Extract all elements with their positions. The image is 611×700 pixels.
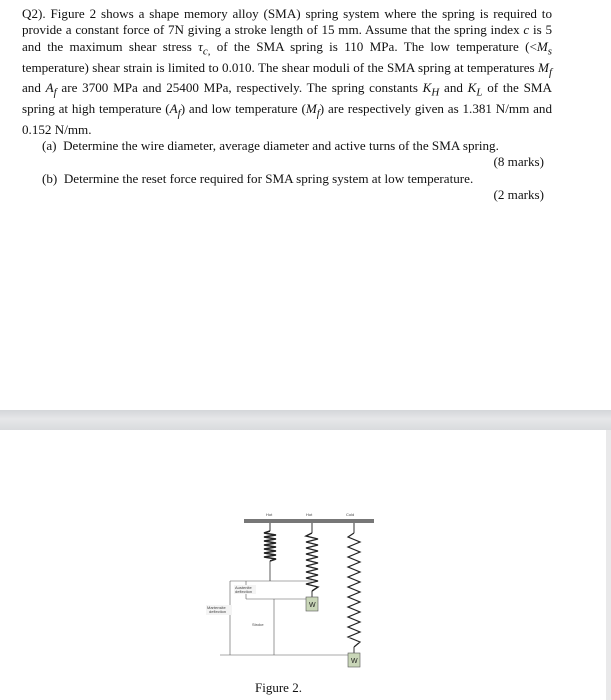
label-austenite-2: deflection	[235, 589, 253, 594]
part-b-label: (b)	[42, 171, 58, 186]
question-paragraph: Q2). Figure 2 shows a shape memory alloy (SMA) spring system where the spring is required to provide a constant force of 7N giving a stroke length of 15 mm. Assume that the spring index c is 5 and the maximum shear stress $\tau_{c,}$ of the SMA spring is 110 MPa. The low temperature ($<M_s$ temperature) shear strain is limited to 0.010. The shear moduli of the SMA spring at temperatures $M_f$ and $A_f$ are 3700 MPa and 25400 MPa, respectively. The spring constants $K_H$ and $K_L$ of the SMA spring at high temperature $(A_f)$ and low temperature $(M_f)$ are respectively given as 1.381 N/mm and 0.152 N/mm.	[22, 6, 552, 138]
sma-spring-diagram	[200, 505, 390, 675]
spring-index-symbol: c	[523, 22, 530, 38]
label-stroke: Stroke	[252, 622, 264, 627]
part-b-marks: (2 marks)	[493, 187, 544, 203]
weight-2-label: W	[309, 602, 316, 609]
page-separator-band	[0, 410, 611, 430]
label-cold: Cold	[346, 512, 355, 517]
figure-2	[200, 505, 390, 675]
page-edge-shadow	[606, 430, 611, 700]
part-a-text: Determine the wire diameter, average diameter and active turns of the SMA spring.	[63, 138, 499, 153]
label-martensite-1: Martensite	[207, 605, 226, 610]
part-b	[42, 171, 544, 204]
spring-3-coil	[348, 533, 360, 647]
part-a-label: (a)	[42, 138, 57, 153]
shear-stress-symbol: τ	[198, 38, 203, 54]
label-martensite-2: deflection	[209, 609, 227, 614]
figure-caption: Figure 2.	[255, 680, 302, 695]
part-a	[42, 138, 544, 171]
question-label: Q2).	[22, 6, 46, 21]
label-hot-2: Hot	[306, 512, 313, 517]
part-b-text: Determine the reset force required for SMA spring system at low temperature.	[63, 171, 474, 186]
spring-2-coil	[306, 533, 318, 591]
spring-1-coil	[264, 531, 276, 561]
part-a-marks: (8 marks)	[493, 154, 544, 170]
weight-3-label: W	[351, 658, 358, 665]
label-austenite-1: Austenite	[235, 585, 252, 590]
ceiling-beam	[244, 519, 374, 523]
label-hot-1: Hot	[266, 512, 273, 517]
